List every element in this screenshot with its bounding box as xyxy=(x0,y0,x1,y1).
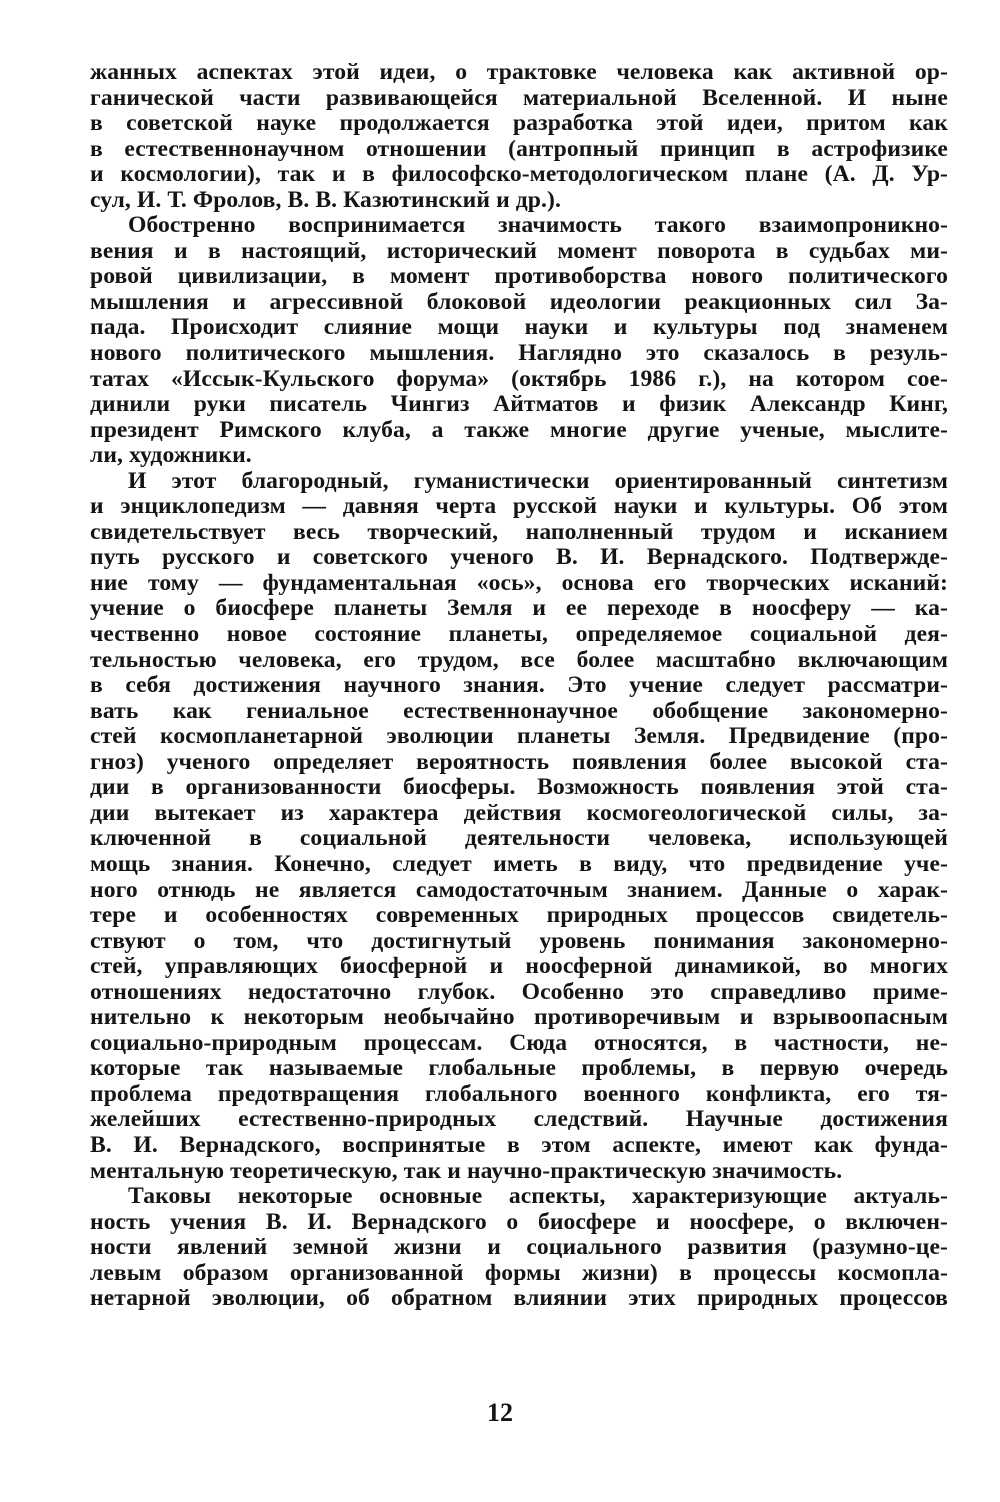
text-line: нетарной эволюции, об обратном влиянии этих природных процессов xyxy=(90,1285,948,1312)
paragraph-2 xyxy=(90,213,948,468)
text-line: пада. Происходит слияние мощи науки и культуры под знаменем xyxy=(90,314,948,341)
text-line: отношениях недостаточно глубок. Особенно это справедливо приме- xyxy=(90,978,948,1005)
text-line: Таковы некоторые основные аспекты, характеризующие актуаль- xyxy=(128,1183,948,1210)
text-line: стей космопланетарной эволюции планеты Земля. Предвидение (про- xyxy=(90,723,948,750)
text-line: дии вытекает из характера действия космогеологической силы, за- xyxy=(90,799,948,826)
text-line: вать как гениальное естественнонаучное обобщение закономерно- xyxy=(90,697,948,724)
text-line: желейших естественно-природных следствий. Научные достижения xyxy=(90,1106,948,1133)
text-line: в советской науке продолжается разработка этой идеи, притом как xyxy=(90,110,948,137)
text-line: ность учения В. И. Вернадского о биосфере и ноосфере, о включен- xyxy=(90,1208,948,1235)
text-line: президент Римского клуба, а также многие другие ученые, мыслите- xyxy=(90,416,948,443)
text-line: в естественнонаучном отношении (антропный принцип в астрофизике xyxy=(90,135,948,162)
text-line: мощь знания. Конечно, следует иметь в виду, что предвидение уче- xyxy=(90,850,948,877)
text-line: стей, управляющих биосферной и ноосферной динамикой, во многих xyxy=(90,953,948,980)
text-line: вения и в настоящий, исторический момент поворота в судьбах ми- xyxy=(90,237,948,264)
text-line: ментальную теоретическую, так и научно-практическую значимость. xyxy=(90,1157,843,1184)
text-line: татах «Иссык-Кульского форума» (октябрь 1986 г.), на котором сое- xyxy=(90,365,948,392)
text-line: ли, художники. xyxy=(90,442,252,469)
page-body xyxy=(90,60,948,1312)
text-line: чественно новое состояние планеты, определяемое социальной дея- xyxy=(90,621,948,648)
text-line: И этот благородный, гуманистически ориентированный синтетизм xyxy=(128,467,948,494)
text-line: сул, И. Т. Фролов, В. В. Казютинский и др.). xyxy=(90,186,561,213)
text-line: которые так называемые глобальные проблемы, в первую очередь xyxy=(90,1055,948,1082)
text-line: и энциклопедизм — давняя черта русской науки и культуры. Об этом xyxy=(90,493,948,520)
text-line: тере и особенностях современных природных процессов свидетель- xyxy=(90,902,948,929)
text-line: Обостренно воспринимается значимость такого взаимопроникно- xyxy=(128,212,948,239)
text-line: дии в организованности биосферы. Возможность появления этой ста- xyxy=(90,774,948,801)
paragraph-4 xyxy=(90,1184,948,1312)
text-line: тельностью человека, его трудом, все более масштабно включающим xyxy=(90,646,948,673)
text-line: ствуют о том, что достигнутый уровень понимания закономерно- xyxy=(90,927,948,954)
text-line: В. И. Вернадского, воспринятые в этом аспекте, имеют как фунда- xyxy=(90,1131,948,1158)
paragraph-1 xyxy=(90,60,948,213)
text-line: проблема предотвращения глобального военного конфликта, его тя- xyxy=(90,1080,948,1107)
text-line: ключенной в социальной деятельности человека, использующей xyxy=(90,825,948,852)
text-line: ровой цивилизации, в момент противоборства нового политического xyxy=(90,263,948,290)
text-line: свидетельствует весь творческий, наполненный трудом и исканием xyxy=(90,518,948,545)
text-line: социально-природным процессам. Сюда относятся, в частности, не- xyxy=(90,1029,948,1056)
text-line: в себя достижения научного знания. Это учение следует рассматри- xyxy=(90,672,948,699)
text-line: левым образом организованной формы жизни) в процессы космопла- xyxy=(90,1259,948,1286)
paragraph-3 xyxy=(90,469,948,1184)
text-line: мышления и агрессивной блоковой идеологии реакционных сил За- xyxy=(90,288,948,315)
text-line: и космологии), так и в философско-методологическом плане (А. Д. Ур- xyxy=(90,161,948,188)
text-line: путь русского и советского ученого В. И. Вернадского. Подтвержде- xyxy=(90,544,948,571)
page-number: 12 xyxy=(487,1398,513,1427)
text-line: нового политического мышления. Наглядно это сказалось в резуль- xyxy=(90,340,948,367)
text-line: ние тому — фундаментальная «ось», основа его творческих исканий: xyxy=(90,569,948,596)
text-line: ности явлений земной жизни и социального развития (разумно-це- xyxy=(90,1234,948,1261)
text-line: ганической части развивающейся материальной Вселенной. И ныне xyxy=(90,84,948,111)
text-line: учение о биосфере планеты Земля и ее переходе в ноосферу — ка- xyxy=(90,595,948,622)
text-line: жанных аспектах этой идеи, о трактовке человека как активной ор- xyxy=(90,59,948,85)
text-line: гноз) ученого определяет вероятность появления более высокой ста- xyxy=(90,748,948,775)
text-line: ного отнюдь не является самодостаточным знанием. Данные о харак- xyxy=(90,876,948,903)
text-line: нительно к некоторым необычайно противоречивым и взрывоопасным xyxy=(90,1004,948,1031)
text-line: динили руки писатель Чингиз Айтматов и физик Александр Кинг, xyxy=(90,391,948,418)
